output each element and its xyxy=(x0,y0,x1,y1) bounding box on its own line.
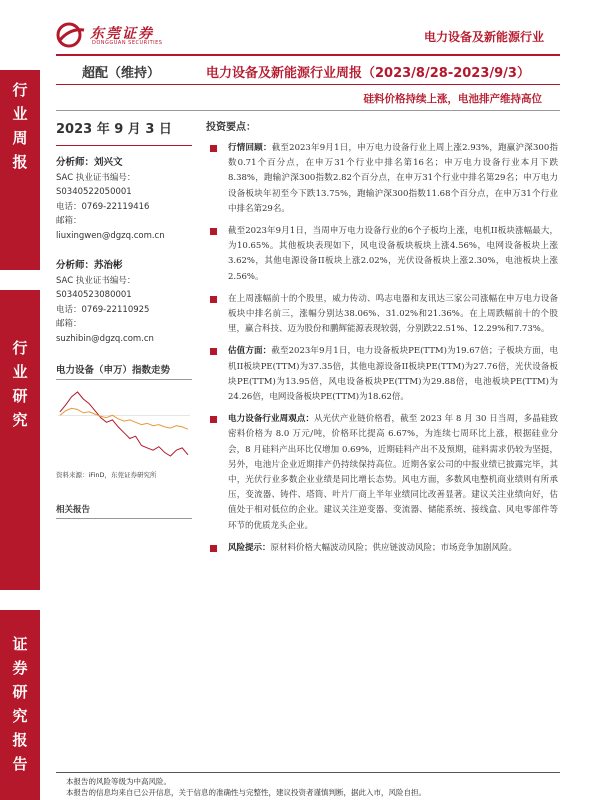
key-point-lead: 风险提示： xyxy=(228,542,271,553)
bullet-square-icon xyxy=(210,228,217,235)
analyst-name: 刘兴文 xyxy=(94,157,123,168)
side-band-char: 行 xyxy=(12,81,28,99)
bullet-square-icon xyxy=(210,296,217,303)
side-band-char: 研 xyxy=(12,683,28,701)
key-point-text: 在上周涨幅前十的个股里，威力传动、鸣志电器和友讯达三家公司涨幅在申万电力设备板块中排名前三，涨幅分别达38.06%、31.02%和21.36%。在上周跌幅前十的个股里，赢合科技、迈为股份和鹏辉能源表现较弱，分别跌22.51%、12.29%和7.73%。 xyxy=(228,293,558,335)
side-band-char: 报 xyxy=(12,731,28,749)
analyst-name: 苏治彬 xyxy=(94,260,123,271)
side-band-char: 究 xyxy=(12,707,28,725)
bullet-square-icon xyxy=(210,348,217,355)
side-band-char: 研 xyxy=(12,387,28,405)
disclaimer xyxy=(66,776,426,798)
key-point-item xyxy=(206,344,558,405)
analyst-phone: 电话：0769-22119416 xyxy=(56,201,150,212)
report-date: 2023 年 9 月 3 日 xyxy=(56,122,172,137)
chart-series-line-1 xyxy=(60,408,188,429)
key-point-text: 截至2023年9月1日，申万电力设备行业上周上涨2.93%，跑赢沪深300指数0.71个百分点，在申万31个行业中排名第16名；申万电力设备行业本月下跌8.38%，跑输沪深300指数2.82个百分点，在申万31个行业中排名第29名；申万电力设备板块年初至今下跌13.75%，跑输沪深300指数11.68个百分点，在申万31个行业中排名第29名。 xyxy=(228,143,558,214)
chart-source: 资料来源：iFinD，东莞证券研究所 xyxy=(56,471,157,479)
industry-name: 电力设备及新能源行业 xyxy=(423,30,544,44)
report-subtitle: 硅料价格持续上涨，电池排产维持高位 xyxy=(363,93,542,105)
chart-series-line-0 xyxy=(60,392,188,456)
bullet-square-icon xyxy=(210,416,217,423)
analyst-email-label: 邮箱： xyxy=(56,216,82,226)
side-band-char: 行 xyxy=(12,339,28,357)
report-title: 电力设备及新能源行业周报（2023/8/28-2023/9/3） xyxy=(206,66,530,81)
key-points-heading: 投资要点： xyxy=(206,122,256,133)
bullet-square-icon xyxy=(210,145,217,152)
logo-brand-en: DONGGUAN SECURITIES xyxy=(92,40,163,46)
key-point-lead: 估值方面： xyxy=(228,346,272,357)
analyst-label: 分析师： xyxy=(56,157,95,168)
side-band-char: 究 xyxy=(12,411,28,429)
key-point-text: 从光伏产业链价格看，截至 2023 年 8 月 30 日当周，多晶硅致密料价格为 8.0 万元/吨，价格环比提高 6.67%，为连续七周环比上涨，根据硅业分会，8 月硅料产出环比仅增加 0.69%，近期硅料产出不及预期，硅料需求仍较为坚挺，另外，电池片企业近期排产仍持续保持高位。近期各家公司的中报业绩已披露完毕，其中，光伏行业多数企业业绩是同比增长态势。风电方面，多数风电整机商业绩则有所承压，变流器、铸件、塔筒、叶片厂商上半年业绩同比改善显著。建议关注业绩向好，估值处于相对低位的企业。建议关注逆变器、变流器、储能系统、接线盒、风电零部件等环节的优质龙头企业。 xyxy=(228,414,558,531)
key-point-item xyxy=(206,412,558,534)
title-divider xyxy=(56,84,560,85)
key-point-lead: 行情回顾： xyxy=(228,143,272,153)
side-band-char: 业 xyxy=(12,105,28,123)
key-points xyxy=(206,118,558,563)
key-point-text: 原材料价格大幅波动风险；供应链波动风险；市场竞争加剧风险。 xyxy=(270,542,518,553)
footer-divider xyxy=(56,772,560,773)
analyst-card xyxy=(56,259,192,346)
index-trend-chart xyxy=(56,384,192,464)
analyst-email-label: 邮箱： xyxy=(56,319,82,329)
rating: 超配（维持） xyxy=(82,66,161,81)
logo-mark-icon xyxy=(56,22,86,48)
bullet-list xyxy=(206,141,558,556)
disclaimer-risk: 本报告的风险等级为中高风险。 xyxy=(66,777,171,786)
key-point-item xyxy=(206,292,558,338)
analyst-cert-label: SAC 执业证书编号： xyxy=(56,172,136,183)
key-point-lead: 电力设备行业周观点： xyxy=(228,414,315,425)
subtitle-divider xyxy=(56,110,560,111)
analyst-email[interactable]: liuxingwen@dgzq.com.cn xyxy=(56,230,165,241)
side-band-char: 业 xyxy=(12,363,28,381)
bullet-square-icon xyxy=(210,545,217,552)
key-point-item xyxy=(206,224,558,285)
disclaimer-info: 本报告的信息均来自已公开信息，关于信息的准确性与完整性，建议投资者谨慎判断，据此入市，风险自担。 xyxy=(66,788,426,797)
analyst-email[interactable]: suzhibin@dgzq.com.cn xyxy=(56,333,154,344)
analyst-label: 分析师： xyxy=(56,260,95,271)
side-band-char: 证 xyxy=(12,635,28,653)
analyst-cert: S0340523080001 xyxy=(56,290,132,300)
chart-title: 电力设备（申万）指数走势 xyxy=(56,362,192,380)
analyst-phone: 电话：0769-22110925 xyxy=(56,304,150,315)
side-band-research xyxy=(0,290,40,590)
side-band-char: 告 xyxy=(12,755,28,773)
analyst-cert-label: SAC 执业证书编号： xyxy=(56,275,136,286)
related-reports-heading: 相关报告 xyxy=(56,503,192,519)
date-divider xyxy=(56,145,192,146)
key-point-text: 截至2023年9月1日，当周申万电力设备行业的6个子板均上涨，电机II板块涨幅最大，为10.65%。其他板块表现如下，风电设备板块板块上涨4.56%，电网设备板块上涨3.62%，其他电源设备II板块上涨2.02%，光伏设备板块上涨2.30%，电池板块上涨2.56%。 xyxy=(228,226,558,282)
logo-brand-cn: 东莞证券 xyxy=(90,26,154,42)
side-band-char: 报 xyxy=(12,153,28,171)
key-point-text: 截至2023年9月1日，电力设备板块PE(TTM)为19.67倍；子板块方面，电机II板块PE(TTM)为37.35倍，其他电源设备II板块PE(TTM)为27.76倍，光伏设备板块PE(TTM)为13.95倍，风电设备板块PE(TTM)为29.88倍，电池板块PE(TTM)为24.26倍，电网设备板块PE(TTM)为18.62倍。 xyxy=(228,346,558,403)
key-point-item xyxy=(206,541,558,556)
analyst-card xyxy=(56,156,192,243)
analyst-cert: S0340522050001 xyxy=(56,187,132,197)
company-logo xyxy=(56,22,176,48)
left-sidebar xyxy=(56,112,192,519)
side-band-char: 周 xyxy=(12,129,28,147)
side-band-weekly xyxy=(0,70,40,270)
side-band-char: 券 xyxy=(12,659,28,677)
header-divider xyxy=(56,54,560,56)
side-band-report xyxy=(0,610,40,800)
key-point-item xyxy=(206,141,558,217)
